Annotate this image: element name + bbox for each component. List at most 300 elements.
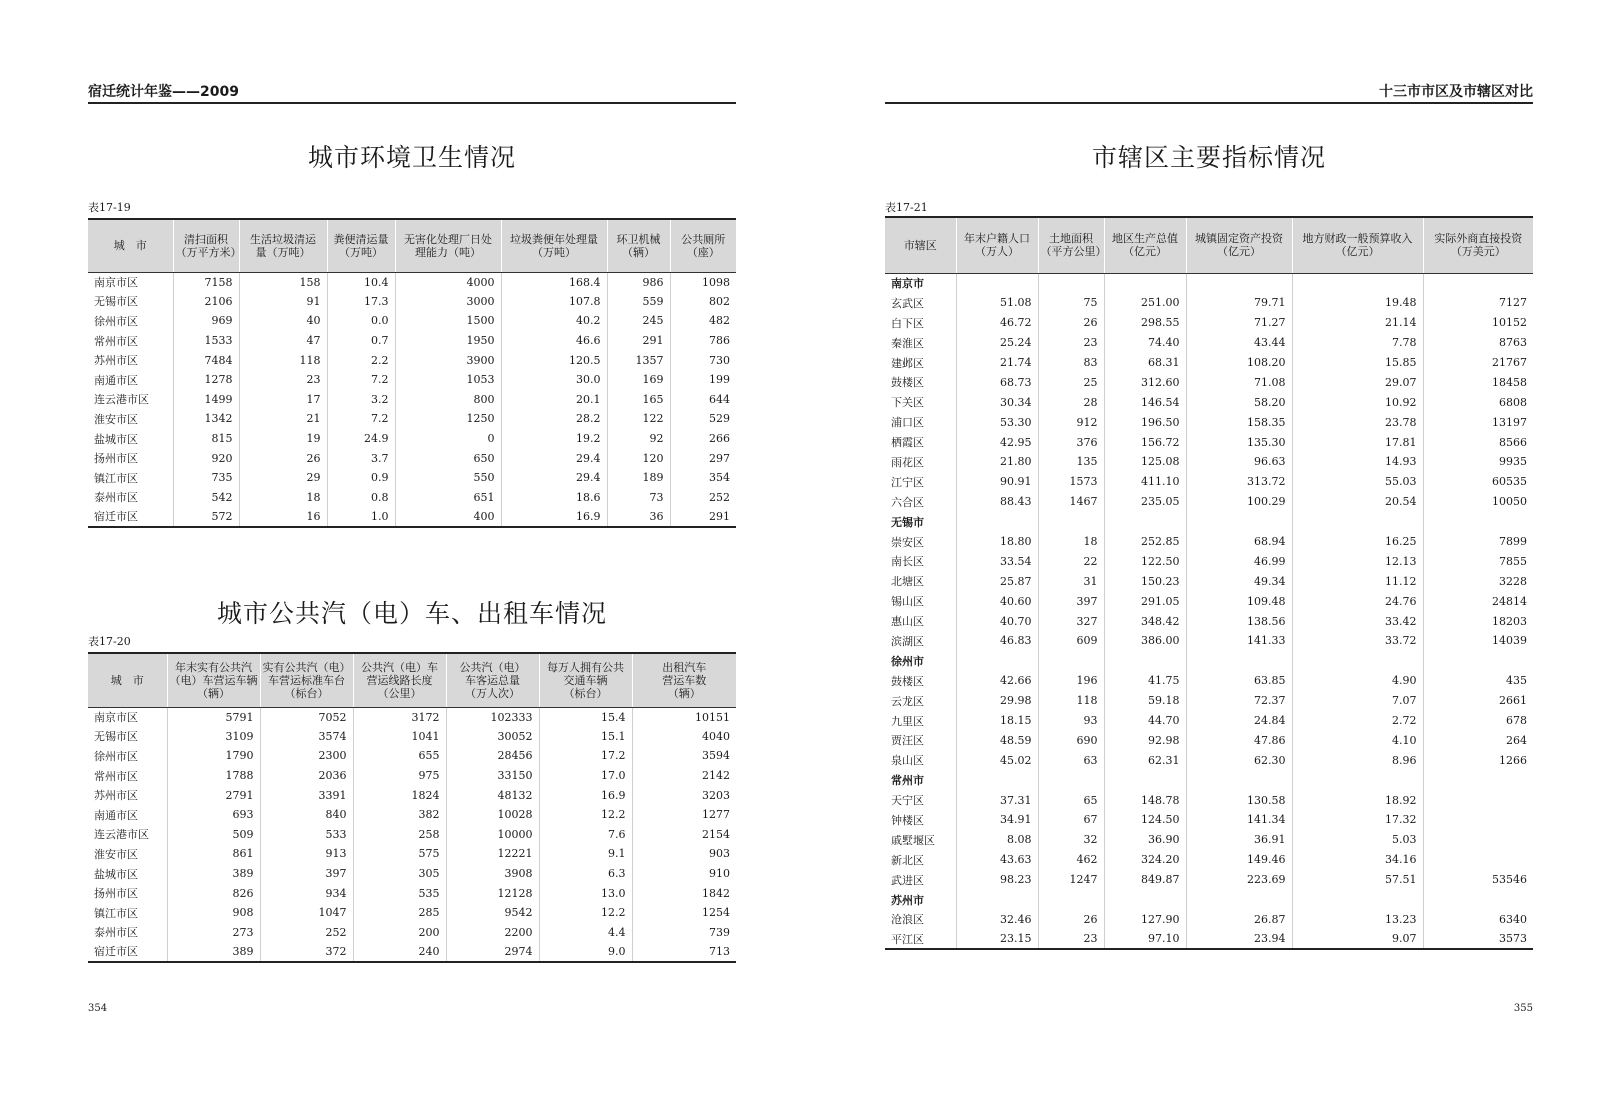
table-cell: 46.72 <box>956 313 1038 333</box>
table-cell <box>1104 651 1186 671</box>
table-cell: 135 <box>1038 452 1104 472</box>
table-cell: 2.72 <box>1292 711 1423 731</box>
row-label: 鼓楼区 <box>891 674 924 688</box>
row-label: 徐州市区 <box>94 314 138 328</box>
row-label: 浦口区 <box>891 416 924 430</box>
table-cell: 48.59 <box>956 730 1038 750</box>
table-cell: 19.48 <box>1292 293 1423 313</box>
table-row <box>885 372 1533 392</box>
table-row <box>885 631 1533 651</box>
table-cell: 7052 <box>260 707 353 727</box>
table-cell: 18458 <box>1423 372 1533 392</box>
table-cell: 97.10 <box>1104 929 1186 949</box>
table-cell: 739 <box>632 923 736 943</box>
row-label: 雨花区 <box>891 455 924 469</box>
table-cell: 108.20 <box>1186 353 1292 373</box>
table-cell: 509 <box>167 825 260 845</box>
table-cell: 13197 <box>1423 412 1533 432</box>
table-cell: 23.78 <box>1292 412 1423 432</box>
column-header: 年末户籍人口 （万人） <box>956 217 1038 273</box>
table-cell: 16.25 <box>1292 532 1423 552</box>
row-label: 玄武区 <box>891 296 924 310</box>
table-cell: 251.00 <box>1104 293 1186 313</box>
table-cell: 26.87 <box>1186 910 1292 930</box>
row-label: 宿迁市区 <box>94 510 138 524</box>
table-row <box>885 353 1533 373</box>
table-cell: 109.48 <box>1186 591 1292 611</box>
table-row <box>885 910 1533 930</box>
table-cell: 462 <box>1038 850 1104 870</box>
table-cell: 305 <box>353 864 446 884</box>
column-header: 生活垃圾清运 量（万吨） <box>239 219 327 272</box>
table-cell: 258 <box>353 825 446 845</box>
table-cell: 1533 <box>173 331 239 351</box>
table-row <box>885 333 1533 353</box>
table-row <box>88 903 736 923</box>
table2-code: 表17-20 <box>88 635 131 648</box>
table-cell: 7484 <box>173 350 239 370</box>
table-row <box>88 272 736 292</box>
table-cell: 40.2 <box>501 311 607 331</box>
table-cell: 28456 <box>446 746 539 766</box>
column-header: 实际外商直接投资 （万美元） <box>1423 217 1533 273</box>
table-cell: 65 <box>1038 790 1104 810</box>
table-cell <box>1186 512 1292 532</box>
table-cell: 4040 <box>632 727 736 747</box>
table-cell <box>1038 273 1104 293</box>
table-cell: 17.81 <box>1292 432 1423 452</box>
table-cell: 542 <box>173 488 239 508</box>
table-cell: 24.76 <box>1292 591 1423 611</box>
table-cell: 36 <box>607 507 670 527</box>
table-cell: 28 <box>1038 392 1104 412</box>
row-label: 南通市区 <box>94 808 138 822</box>
table-cell: 1842 <box>632 883 736 903</box>
table-row <box>88 409 736 429</box>
row-label: 常州市区 <box>94 334 138 348</box>
table-cell: 32.46 <box>956 910 1038 930</box>
table-cell: 1098 <box>670 272 736 292</box>
table-cell: 33.72 <box>1292 631 1423 651</box>
table-row <box>885 750 1533 770</box>
table-row <box>88 727 736 747</box>
table-cell: 800 <box>395 390 501 410</box>
table-cell: 138.56 <box>1186 611 1292 631</box>
table-cell <box>1423 850 1533 870</box>
table-cell: 252 <box>260 923 353 943</box>
table-row <box>885 432 1533 452</box>
table-row <box>885 452 1533 472</box>
row-label: 锡山区 <box>891 595 924 609</box>
table-cell <box>1423 273 1533 293</box>
row-label: 栖霞区 <box>891 436 924 450</box>
table-cell: 8763 <box>1423 333 1533 353</box>
table-cell: 118 <box>239 350 327 370</box>
table-row <box>885 591 1533 611</box>
table-cell: 72.37 <box>1186 691 1292 711</box>
table-cell: 169 <box>607 370 670 390</box>
table-cell: 107.8 <box>501 292 607 312</box>
table-cell: 2661 <box>1423 691 1533 711</box>
table-cell: 1247 <box>1038 870 1104 890</box>
table-cell: 68.94 <box>1186 532 1292 552</box>
table-cell: 24.9 <box>327 429 395 449</box>
table3-code: 表17-21 <box>885 201 928 214</box>
table-cell: 36.90 <box>1104 830 1186 850</box>
table-cell <box>1423 790 1533 810</box>
table-cell: 297 <box>670 448 736 468</box>
table-cell: 9.0 <box>539 942 632 962</box>
table-cell: 6.3 <box>539 864 632 884</box>
table-cell: 34.91 <box>956 810 1038 830</box>
table-cell: 735 <box>173 468 239 488</box>
row-label: 江宁区 <box>891 475 924 489</box>
table-cell: 609 <box>1038 631 1104 651</box>
table-cell: 6340 <box>1423 910 1533 930</box>
table-cell <box>1423 830 1533 850</box>
row-label: 南京市 <box>891 277 924 291</box>
table-row <box>885 412 1533 432</box>
table-cell: 0.0 <box>327 311 395 331</box>
table-row <box>88 707 736 727</box>
table-cell: 41.75 <box>1104 671 1186 691</box>
row-label: 无锡市区 <box>94 295 138 309</box>
table-cell: 53.30 <box>956 412 1038 432</box>
table-cell: 93 <box>1038 711 1104 731</box>
table-cell <box>1104 273 1186 293</box>
column-header: 垃圾粪便年处理量 （万吨） <box>501 219 607 272</box>
table-cell: 354 <box>670 468 736 488</box>
table-cell: 5.03 <box>1292 830 1423 850</box>
table-cell: 124.50 <box>1104 810 1186 830</box>
table-cell: 29.4 <box>501 468 607 488</box>
table-cell: 118 <box>1038 691 1104 711</box>
table-cell: 40.70 <box>956 611 1038 631</box>
row-label: 武进区 <box>891 873 924 887</box>
table-cell: 1342 <box>173 409 239 429</box>
table-row <box>885 293 1533 313</box>
column-header: 土地面积 （平方公里） <box>1038 217 1104 273</box>
table-cell: 13.23 <box>1292 910 1423 930</box>
table-cell: 389 <box>167 942 260 962</box>
table-row <box>88 844 736 864</box>
table-cell: 33150 <box>446 766 539 786</box>
table-cell: 2154 <box>632 825 736 845</box>
table-cell: 158 <box>239 272 327 292</box>
table-cell: 102333 <box>446 707 539 727</box>
row-label: 常州市 <box>891 774 924 788</box>
table-cell: 18203 <box>1423 611 1533 631</box>
row-label: 苏州市 <box>891 893 924 907</box>
table-cell: 15.1 <box>539 727 632 747</box>
table-row <box>88 448 736 468</box>
table-cell: 196.50 <box>1104 412 1186 432</box>
table-cell: 156.72 <box>1104 432 1186 452</box>
table-cell: 8566 <box>1423 432 1533 452</box>
table-cell <box>1423 810 1533 830</box>
table-cell: 533 <box>260 825 353 845</box>
table-cell: 29.98 <box>956 691 1038 711</box>
table-cell: 324.20 <box>1104 850 1186 870</box>
table-cell: 130.58 <box>1186 790 1292 810</box>
table-cell: 3573 <box>1423 929 1533 949</box>
column-header: 城 市 <box>88 219 173 272</box>
table-cell: 1357 <box>607 350 670 370</box>
table-cell: 0.8 <box>327 488 395 508</box>
table-cell: 62.31 <box>1104 750 1186 770</box>
column-header: 地区生产总值 （亿元） <box>1104 217 1186 273</box>
table-cell: 435 <box>1423 671 1533 691</box>
table-cell: 23.94 <box>1186 929 1292 949</box>
table-cell: 693 <box>167 805 260 825</box>
table-cell: 572 <box>173 507 239 527</box>
table-cell: 20.54 <box>1292 492 1423 512</box>
table-cell: 2106 <box>173 292 239 312</box>
row-label: 钟楼区 <box>891 813 924 827</box>
table-cell <box>1292 512 1423 532</box>
table-cell: 4.10 <box>1292 730 1423 750</box>
table-cell <box>1292 770 1423 790</box>
table-cell: 7.2 <box>327 370 395 390</box>
column-header: 公共厕所 （座） <box>670 219 736 272</box>
table-row <box>885 929 1533 949</box>
table-cell: 7.2 <box>327 409 395 429</box>
table-cell <box>1186 273 1292 293</box>
table-cell: 2142 <box>632 766 736 786</box>
table-row <box>885 551 1533 571</box>
table-cell: 26 <box>239 448 327 468</box>
table-cell: 4.4 <box>539 923 632 943</box>
bus-taxi-table <box>88 652 736 963</box>
table-cell: 199 <box>670 370 736 390</box>
table-cell: 73 <box>607 488 670 508</box>
table-cell: 23 <box>239 370 327 390</box>
table-cell: 266 <box>670 429 736 449</box>
table-cell <box>1038 890 1104 910</box>
table-cell <box>1104 770 1186 790</box>
table-cell <box>956 770 1038 790</box>
table-cell: 22 <box>1038 551 1104 571</box>
table-cell: 18.92 <box>1292 790 1423 810</box>
table-cell: 3391 <box>260 785 353 805</box>
table-cell: 18.6 <box>501 488 607 508</box>
page-number-left: 354 <box>88 1003 108 1014</box>
table-cell: 20.1 <box>501 390 607 410</box>
table-cell: 92 <box>607 429 670 449</box>
table-cell <box>1038 651 1104 671</box>
table-row <box>88 883 736 903</box>
table-cell: 10028 <box>446 805 539 825</box>
table-cell: 802 <box>670 292 736 312</box>
row-label: 淮安市区 <box>94 847 138 861</box>
row-label: 南京市区 <box>94 276 138 290</box>
column-header: 出租汽车 营运车数 （辆） <box>632 653 736 707</box>
table-row <box>885 830 1533 850</box>
table2-title: 城市公共汽（电）车、出租车情况 <box>216 599 607 628</box>
table-row <box>885 273 1533 293</box>
table-cell: 141.34 <box>1186 810 1292 830</box>
table-cell: 23.15 <box>956 929 1038 949</box>
table-row <box>885 790 1533 810</box>
table-cell: 100.29 <box>1186 492 1292 512</box>
running-head-left: 宿迁统计年鉴——2009 <box>88 80 736 104</box>
table-row <box>88 429 736 449</box>
table3-title: 市辖区主要指标情况 <box>1091 143 1326 172</box>
table-cell: 252.85 <box>1104 532 1186 552</box>
row-label: 下关区 <box>891 396 924 410</box>
table-cell: 2.2 <box>327 350 395 370</box>
table-row <box>88 785 736 805</box>
table-cell: 264 <box>1423 730 1533 750</box>
table-cell: 0.7 <box>327 331 395 351</box>
table-row <box>88 746 736 766</box>
column-header: 清扫面积 （万平方米） <box>173 219 239 272</box>
table-cell: 135.30 <box>1186 432 1292 452</box>
table-cell <box>1292 651 1423 671</box>
table-cell: 79.71 <box>1186 293 1292 313</box>
table-cell: 10152 <box>1423 313 1533 333</box>
table-cell: 43.44 <box>1186 333 1292 353</box>
table-cell: 1.0 <box>327 507 395 527</box>
table1-code: 表17-19 <box>88 201 131 214</box>
table-cell: 47.86 <box>1186 730 1292 750</box>
table-cell: 165 <box>607 390 670 410</box>
table-cell: 21 <box>239 409 327 429</box>
row-label: 惠山区 <box>891 615 924 629</box>
row-label: 南京市区 <box>94 711 138 725</box>
table-cell: 19.2 <box>501 429 607 449</box>
table-cell: 1499 <box>173 390 239 410</box>
table-cell: 0.9 <box>327 468 395 488</box>
table-cell: 24814 <box>1423 591 1533 611</box>
table-cell: 7899 <box>1423 532 1533 552</box>
table-cell <box>1423 770 1533 790</box>
table-cell: 644 <box>670 390 736 410</box>
table-cell: 33.54 <box>956 551 1038 571</box>
table-row <box>88 864 736 884</box>
table-cell: 223.69 <box>1186 870 1292 890</box>
table-row <box>885 512 1533 532</box>
table-cell: 26 <box>1038 313 1104 333</box>
table-cell: 122.50 <box>1104 551 1186 571</box>
table-cell: 3000 <box>395 292 501 312</box>
row-label: 常州市区 <box>94 769 138 783</box>
table-cell: 372 <box>260 942 353 962</box>
table-cell: 678 <box>1423 711 1533 731</box>
table-cell: 1053 <box>395 370 501 390</box>
column-header: 公共汽（电） 车客运总量 （万人次） <box>446 653 539 707</box>
table-cell: 840 <box>260 805 353 825</box>
row-label: 连云港市区 <box>94 393 149 407</box>
table-cell: 127.90 <box>1104 910 1186 930</box>
row-label: 天宁区 <box>891 794 924 808</box>
table-cell: 21.80 <box>956 452 1038 472</box>
table-cell <box>1423 890 1533 910</box>
table-cell: 3109 <box>167 727 260 747</box>
table-cell: 47 <box>239 331 327 351</box>
row-label: 无锡市 <box>891 515 924 529</box>
table-row <box>885 890 1533 910</box>
table-cell <box>956 273 1038 293</box>
table-cell: 90.91 <box>956 472 1038 492</box>
table-cell: 146.54 <box>1104 392 1186 412</box>
table-cell: 25.87 <box>956 571 1038 591</box>
table-cell: 68.31 <box>1104 353 1186 373</box>
table-cell: 36.91 <box>1186 830 1292 850</box>
table-cell <box>956 890 1038 910</box>
table-cell: 529 <box>670 409 736 429</box>
table-row <box>88 507 736 527</box>
row-label: 无锡市区 <box>94 730 138 744</box>
table-cell: 386.00 <box>1104 631 1186 651</box>
table-row <box>88 292 736 312</box>
table-cell: 88.43 <box>956 492 1038 512</box>
table-cell: 786 <box>670 331 736 351</box>
row-label: 泰州市区 <box>94 491 138 505</box>
table-cell: 826 <box>167 883 260 903</box>
table-cell <box>1186 770 1292 790</box>
table-cell: 10000 <box>446 825 539 845</box>
table-cell: 1790 <box>167 746 260 766</box>
table-cell: 16.9 <box>539 785 632 805</box>
table-cell: 235.05 <box>1104 492 1186 512</box>
table-cell: 42.66 <box>956 671 1038 691</box>
table-cell: 11.12 <box>1292 571 1423 591</box>
table-cell: 200 <box>353 923 446 943</box>
table-cell: 92.98 <box>1104 730 1186 750</box>
table-cell: 650 <box>395 448 501 468</box>
table-cell: 2791 <box>167 785 260 805</box>
table-cell <box>1038 770 1104 790</box>
row-label: 云龙区 <box>891 694 924 708</box>
table-cell: 71.08 <box>1186 372 1292 392</box>
table-cell: 48132 <box>446 785 539 805</box>
table-cell: 17.32 <box>1292 810 1423 830</box>
table-row <box>88 805 736 825</box>
column-header: 无害化处理厂日处 理能力（吨） <box>395 219 501 272</box>
row-label: 南长区 <box>891 555 924 569</box>
table-cell: 400 <box>395 507 501 527</box>
table-cell: 482 <box>670 311 736 331</box>
table-cell: 7.78 <box>1292 333 1423 353</box>
row-label: 建邺区 <box>891 356 924 370</box>
table-cell: 149.46 <box>1186 850 1292 870</box>
table-cell: 920 <box>173 448 239 468</box>
table-cell: 18 <box>1038 532 1104 552</box>
column-header: 城 市 <box>88 653 167 707</box>
table-cell: 122 <box>607 409 670 429</box>
table-cell: 34.16 <box>1292 850 1423 870</box>
table-row <box>885 810 1533 830</box>
table-cell: 2036 <box>260 766 353 786</box>
table-cell: 10.92 <box>1292 392 1423 412</box>
table-row <box>885 850 1533 870</box>
table-row <box>88 390 736 410</box>
table-cell: 7127 <box>1423 293 1533 313</box>
table-cell: 252 <box>670 488 736 508</box>
table-cell: 19 <box>239 429 327 449</box>
table-cell: 690 <box>1038 730 1104 750</box>
table-row <box>885 611 1533 631</box>
table-cell: 815 <box>173 429 239 449</box>
right-page <box>885 0 1533 1099</box>
column-header: 公共汽（电）车 营运线路长度 （公里） <box>353 653 446 707</box>
table-cell: 397 <box>260 864 353 884</box>
table-cell: 53546 <box>1423 870 1533 890</box>
table-cell: 21.74 <box>956 353 1038 373</box>
table-cell: 903 <box>632 844 736 864</box>
table-cell: 46.83 <box>956 631 1038 651</box>
